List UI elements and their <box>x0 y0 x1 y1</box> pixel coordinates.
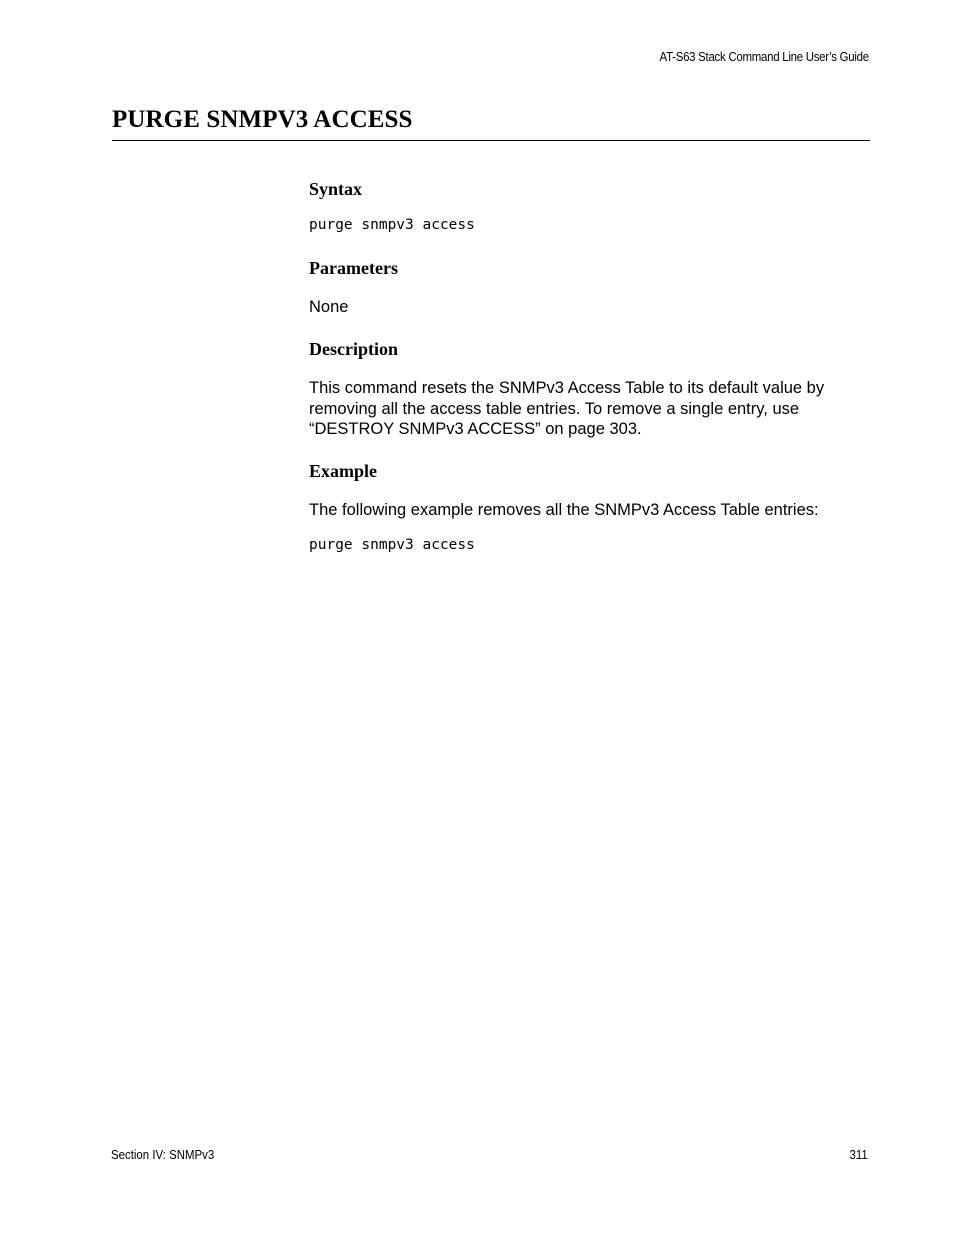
parameters-heading: Parameters <box>309 258 398 278</box>
running-header: AT-S63 Stack Command Line User’s Guide <box>659 49 869 64</box>
example-text: The following example removes all the SNMPv3 Access Table entries: <box>309 501 819 519</box>
description-line: This command resets the SNMPv3 Access Table to its default value by <box>309 379 825 397</box>
description-line: removing all the access table entries. To remove a single entry, use <box>309 399 800 418</box>
page-title: PURGE SNMPV3 ACCESS <box>112 106 413 133</box>
syntax-code: purge snmpv3 access <box>309 217 475 233</box>
example-code: purge snmpv3 access <box>309 537 475 553</box>
title-rule <box>112 140 870 141</box>
description-text <box>309 378 870 440</box>
footer-section: Section IV: SNMPv3 <box>111 1147 215 1162</box>
description-cross-reference: “DESTROY SNMPv3 ACCESS” on page 303. <box>309 420 642 438</box>
syntax-heading: Syntax <box>309 179 363 199</box>
parameters-text: None <box>309 298 349 316</box>
description-heading: Description <box>309 339 398 359</box>
example-heading: Example <box>309 461 378 481</box>
footer-page-number: 311 <box>849 1147 868 1162</box>
